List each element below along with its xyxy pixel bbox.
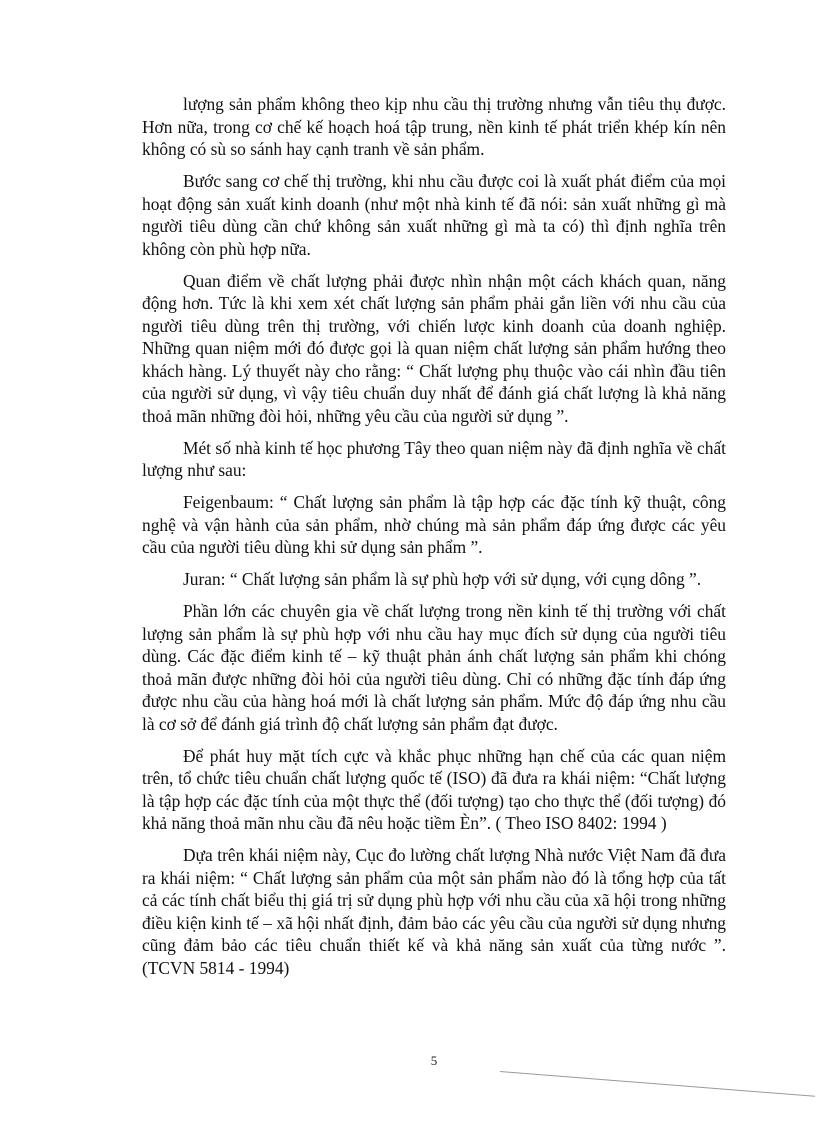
paragraph-2: Bước sang cơ chế thị trường, khi nhu cầu được coi là xuất phát điểm của mọi hoạt động sản xuất kinh doanh (như một nhà kinh tế đã nói: sản xuất những gì mà người tiêu dùng cần chứ không sản xuất những gì mà ta có) thì định nghĩa trên không còn phù hợp nữa. (142, 171, 726, 259)
scan-edge-line (500, 1071, 815, 1097)
paragraph-3: Quan điểm về chất lượng phải được nhìn nhận một cách khách quan, năng động hơn. Tức là khi xem xét chất lượng sản phẩm phải gắn liền với nhu cầu của người tiêu dùng trên thị trường, với chiến lược kinh doanh của doanh nghiệp. Những quan niệm mới đó được gọi là quan niệm chất lượng sản phẩm hướng theo khách hàng. Lý thuyết này cho rằng: “ Chất lượng phụ thuộc vào cái nhìn đầu tiên của người sử dụng, vì vậy tiêu chuẩn duy nhất để đánh giá chất lượng là khả năng thoả mãn những đòi hỏi, những yêu cầu của người sử dụng ”. (142, 270, 726, 426)
paragraph-4: Mét số nhà kinh tế học phương Tây theo quan niệm này đã định nghĩa về chất lượng như sau: (142, 437, 726, 480)
paragraph-7: Phần lớn các chuyên gia về chất lượng trong nền kinh tế thị trường với chất lượng sản phẩm là sự phù hợp với nhu cầu hay mục đích sử dụng của người tiêu dùng. Các đặc điểm kinh tế – kỹ thuật phản ánh chất lượng sản phẩm khi chóng thoả mãn được những đòi hỏi của người tiêu dùng. Chỉ có những đặc tính đáp ứng được nhu cầu của hàng hoá mới là chất lượng sản phẩm. Mức độ đáp ứng nhu cầu là cơ sở để đánh giá trình độ chất lượng sản phẩm đạt được. (142, 601, 726, 734)
paragraph-1: lượng sản phẩm không theo kịp nhu cầu thị trường nhưng vẫn tiêu thụ được. Hơn nữa, trong cơ chế kế hoạch hoá tập trung, nền kinh tế phát triển khép kín nên không có sù so sánh hay cạnh tranh về sản phẩm. (142, 94, 726, 159)
paragraph-6: Juran: “ Chất lượng sản phẩm là sự phù hợp với sử dụng, với cụng dông ”. (183, 569, 702, 589)
body-text (142, 93, 726, 989)
page-number: 5 (430, 1053, 438, 1068)
paragraph-5: Feigenbaum: “ Chất lượng sản phẩm là tập hợp các đặc tính kỹ thuật, công nghệ và vận hành của sản phẩm, nhờ chúng mà sản phẩm đáp ứng được các yêu cầu của người tiêu dùng khi sử dụng sản phẩm ”. (142, 492, 726, 557)
paragraph-9: Dựa trên khái niệm này, Cục đo lường chất lượng Nhà nước Việt Nam đã đưa ra khái niệm: “ Chất lượng sản phẩm của một sản phẩm nào đó là tổng hợp của tất cả các tính chất biểu thị giá trị sử dụng phù hợp với nhu cầu của xã hội trong những điều kiện kinh tế – xã hội nhất định, đảm bảo các yêu cầu của người sử dụng nhưng cũng đảm bảo các tiêu chuẩn thiết kế và khả năng sản xuất của từng nước ”. (TCVN 5814 - 1994) (142, 845, 726, 978)
paragraph-8: Để phát huy mặt tích cực và khắc phục những hạn chế của các quan niệm trên, tổ chức tiêu chuẩn chất lượng quốc tế (ISO) đã đưa ra khái niệm: “Chất lượng là tập hợp các đặc tính của một thực thể (đối tượng) tạo cho thực thể (đối tượng) đó khả năng thoả mãn nhu cầu đã nêu hoặc tiềm Èn”. ( Theo ISO 8402: 1994 ) (142, 745, 726, 833)
